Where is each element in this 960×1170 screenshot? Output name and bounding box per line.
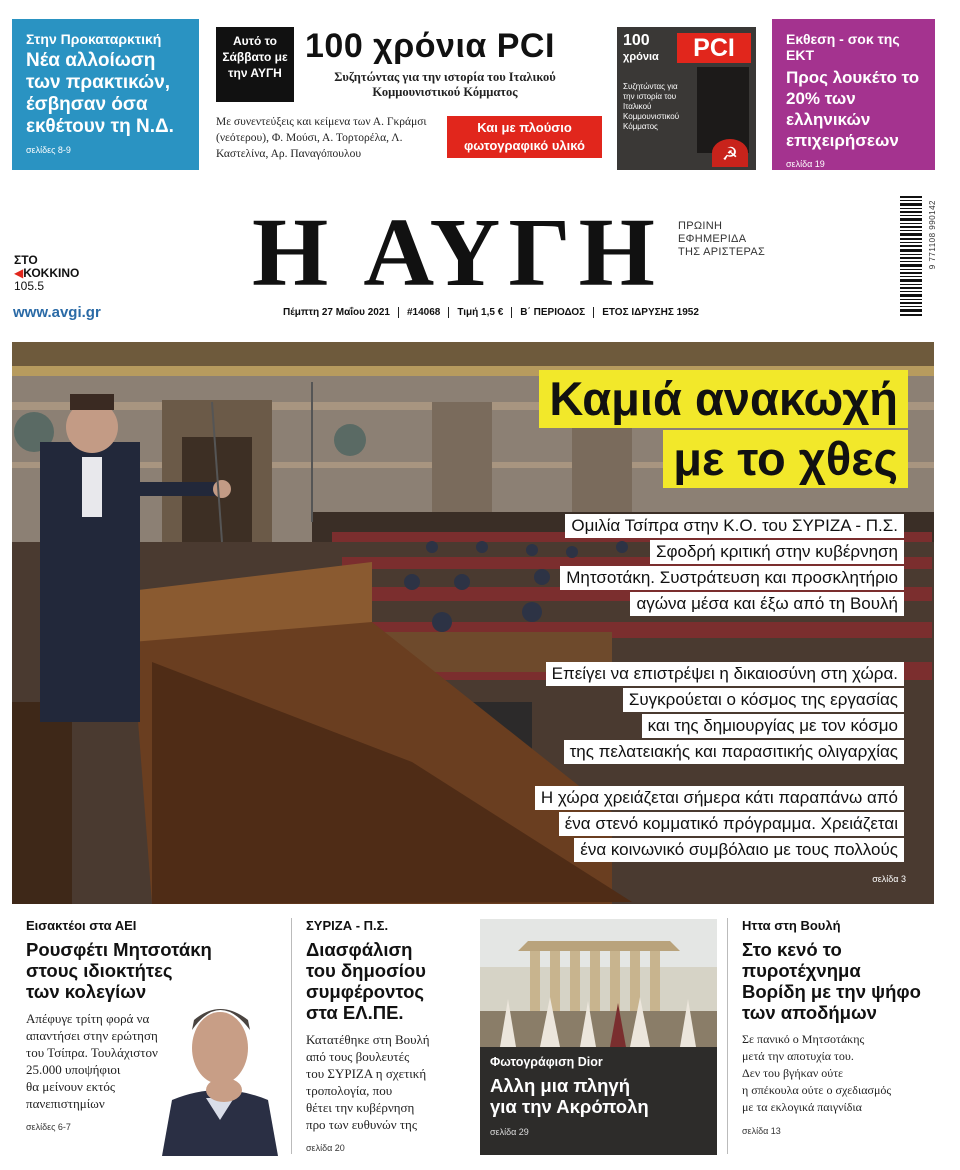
hero-text-line: αγώνα μέσα και έξω από τη Βουλή [630, 592, 904, 616]
hammer-sickle-icon: ☭ [712, 139, 748, 167]
story-voridis[interactable] [742, 918, 942, 1136]
cover-pci-label: PCI [677, 33, 751, 63]
body-line: του Τσίπρα. Τουλάχιστον [26, 1045, 158, 1060]
body-line: πανεπιστημίων [26, 1096, 105, 1111]
issue-number: #14068 [398, 307, 448, 318]
hero-text-line: ένα στενό κομματικό πρόγραμμα. Χρειάζεται [559, 812, 904, 836]
body-line: Απέφυγε τρίτη φορά να [26, 1011, 150, 1026]
issue-date: Πέμπτη 27 Μαΐου 2021 [283, 307, 390, 318]
headline-line: στους ιδιοκτήτες [26, 960, 173, 981]
tagline-line: ΤΗΣ ΑΡΙΣΤΕΡΑΣ [678, 246, 766, 258]
cover-number [623, 33, 659, 65]
hero-paragraph-2 [546, 662, 904, 766]
cover-number-sub: χρόνια [623, 51, 659, 63]
cover-number-value: 100 [623, 32, 650, 49]
hero-text-line: Ομιλία Τσίπρα στην Κ.Ο. του ΣΥΡΙΖΑ - Π.Σ. [565, 514, 904, 538]
pci-title[interactable]: 100 χρόνια PCI [305, 27, 555, 65]
body-line: Δεν του βγήκαν ούτε [742, 1066, 844, 1080]
headline-line: Βορίδη με την ψήφο [742, 981, 921, 1002]
hero-page-ref: σελίδα 3 [872, 874, 906, 884]
teaser-right-pages: σελίδα 19 [786, 159, 825, 169]
body-line: θα μείνουν εκτός [26, 1079, 116, 1094]
column-divider [727, 918, 728, 1154]
story-elpe[interactable] [306, 918, 466, 1153]
headline-line: Στο κενό το [742, 939, 842, 960]
story-headline [490, 1075, 649, 1117]
website-link[interactable]: www.avgi.gr [13, 304, 101, 321]
hero-headline-line1: Καμιά ανακωχή [539, 370, 908, 428]
story-dior[interactable] [480, 919, 717, 1155]
hero-text-line: Μητσοτάκη. Συστράτευση και προσκλητήριο [560, 566, 904, 590]
headline-line: του δημοσίου [306, 960, 426, 981]
pci-photo-button[interactable]: Και με πλούσιο φωτογραφικό υλικό [447, 116, 602, 158]
column-divider [291, 918, 292, 1154]
body-line: θέτει την κυβέρνηση [306, 1100, 415, 1115]
portrait-photo [162, 990, 278, 1156]
headline-line: πυροτέχνημα [742, 960, 861, 981]
hero-text-line: Συγκρούεται ο κόσμος της εργασίας [623, 688, 904, 712]
headline-line: συμφέροντος [306, 981, 425, 1002]
newspaper-title: Η ΑΥΓΗ [252, 199, 663, 307]
hero-text-line: της πελατειακής και παρασιτικής ολιγαρχίας [564, 740, 904, 764]
pci-promo-tag: Αυτό το Σάββατο με την ΑΥΓΗ [216, 27, 294, 102]
headline-line: στα ΕΛ.ΠΕ. [306, 1002, 404, 1023]
body-line: από τους βουλευτές [306, 1049, 410, 1064]
headline-line: για την Ακρόπολη [490, 1096, 649, 1117]
pci-authors: Με συνεντεύξεις και κείμενα των Α. Γκράμσι (νεότερου), Φ. Μούσι, Α. Τορτορέλα, Λ. Καστελίνα, Αρ. Παναγόπουλου [216, 116, 427, 160]
teaser-left-pages: σελίδες 8-9 [26, 145, 71, 155]
hero-paragraph-3 [535, 786, 904, 864]
story-kicker: Φωτογράφιση Dior [490, 1055, 603, 1069]
masthead-tagline [678, 220, 765, 259]
acropolis-photo [480, 919, 717, 1047]
pci-subtitle: Συζητώντας για την ιστορία του Ιταλικού Κομμουνιστικού Κόμματος [334, 70, 556, 99]
teaser-right-kicker: Εκθεση - σοκ της ΕΚΤ [786, 31, 900, 63]
story-pages: σελίδα 29 [490, 1127, 529, 1137]
story-colleges[interactable] [26, 918, 212, 1132]
play-arrow-icon: ◀ [14, 266, 24, 280]
teaser-right-headline: Προς λουκέτο το 20% των ελληνικών επιχειρήσεων [786, 68, 920, 150]
dateline [283, 307, 707, 318]
teaser-right[interactable] [772, 19, 935, 170]
story-body [26, 1010, 166, 1112]
barcode-number: 9 771108 990142 [928, 200, 937, 270]
hero-photo[interactable] [12, 342, 934, 904]
story-headline [306, 939, 466, 1023]
radio-logo-line2: ΚΟΚΚΙΝΟ [23, 266, 80, 280]
body-line: προ των ευθυνών της [306, 1117, 418, 1132]
teaser-left[interactable] [12, 19, 199, 170]
story-headline [742, 939, 942, 1023]
issue-price: Τιμή 1,5 € [448, 307, 511, 318]
hero-text-line: ένα κοινωνικό συμβόλαιο με τους πολλούς [574, 838, 904, 862]
radio-logo-line1: ΣΤΟ [14, 253, 38, 267]
issue-period: Β΄ ΠΕΡΙΟΔΟΣ [511, 307, 593, 318]
founding-year: ΕΤΟΣ ΙΔΡΥΣΗΣ 1952 [593, 307, 707, 318]
hero-text-line: Επείγει να επιστρέψει η δικαιοσύνη στη χώρα. [546, 662, 904, 686]
cover-description: Συζητώντας για την ιστορία του Ιταλικού Κομμουνιστικού Κόμματος [623, 82, 680, 131]
body-line: 25.000 υποψήφιοι [26, 1062, 121, 1077]
hero-headline [539, 370, 908, 488]
hero-text-line: Σφοδρή κριτική στην κυβέρνηση [650, 540, 904, 564]
story-body [742, 1031, 942, 1116]
headline-line: Διασφάλιση [306, 939, 413, 960]
hero-headline-line2: με το χθες [663, 430, 908, 488]
headline-line: των κολεγίων [26, 981, 147, 1002]
pci-magazine-cover[interactable] [617, 27, 756, 170]
tagline-line: ΕΦΗΜΕΡΙΔΑ [678, 233, 747, 245]
body-line: με τα εκλογικά παιγνίδια [742, 1100, 862, 1114]
headline-line: Ρουσφέτι Μητσοτάκη [26, 939, 212, 960]
radio-frequency: 105.5 [14, 279, 45, 293]
hero-paragraph-1 [560, 514, 904, 618]
body-line: Σε πανικό ο Μητσοτάκης [742, 1032, 865, 1046]
hero-text-line: Η χώρα χρειάζεται σήμερα κάτι παραπάνω από [535, 786, 904, 810]
teaser-left-headline: Νέα αλλοίωση των πρακτικών, έσβησαν όσα εκθέτουν τη Ν.Δ. [26, 50, 174, 137]
story-kicker: Εισακτέοι στα ΑΕΙ [26, 918, 137, 933]
tagline-line: ΠΡΩΙΝΗ [678, 220, 723, 232]
teaser-left-kicker: Στην Προκαταρκτική [26, 31, 162, 47]
body-line: απαντήσει στην ερώτηση [26, 1028, 158, 1043]
story-pages: σελίδα 13 [742, 1126, 781, 1136]
story-pages: σελίδες 6-7 [26, 1122, 71, 1132]
story-body [306, 1031, 466, 1133]
hero-text-line: και της δημιουργίας με τον κόσμο [642, 714, 904, 738]
story-kicker: Ηττα στη Βουλή [742, 918, 841, 933]
body-line: η σπέκουλα ούτε ο σχεδιασμός [742, 1083, 892, 1097]
headline-line: των αποδήμων [742, 1002, 877, 1023]
story-kicker: ΣΥΡΙΖΑ - Π.Σ. [306, 918, 389, 933]
body-line: του ΣΥΡΙΖΑ η σχετική [306, 1066, 427, 1081]
body-line: Κατατέθηκε στη Βουλή [306, 1032, 430, 1047]
body-line: μετά την αποτυχία του. [742, 1049, 854, 1063]
headline-line: Αλλη μια πληγή [490, 1075, 631, 1096]
story-pages: σελίδα 20 [306, 1143, 345, 1153]
barcode-image [900, 196, 930, 318]
radio-logo[interactable] [14, 254, 79, 293]
body-line: τροπολογία, που [306, 1083, 393, 1098]
